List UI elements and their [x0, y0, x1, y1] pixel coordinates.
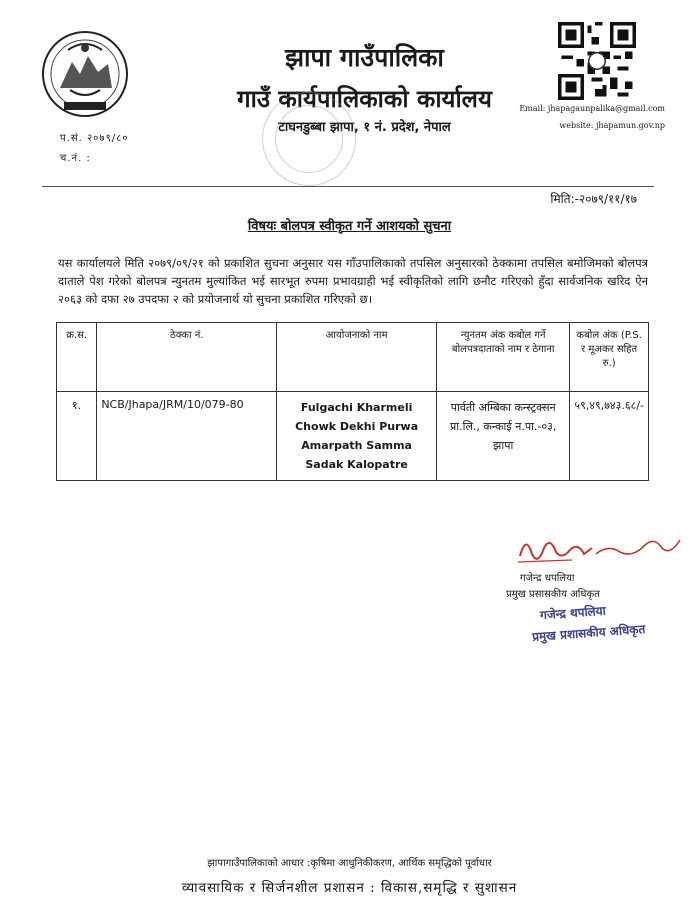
table-header-row [57, 323, 649, 392]
table-row [57, 392, 649, 481]
email-address[interactable]: Email: jhapagaunpalika@gmail.com [519, 104, 665, 113]
cell-amount: ५९,४९,७४३.६८/- [570, 392, 649, 481]
header-project: आयोजनाको नाम [277, 323, 437, 392]
header-sn: क्र.स. [57, 323, 97, 392]
handwritten-signature [512, 526, 687, 571]
header-bidder: न्युनतम अंक कबोल गर्ने बोलपत्रदाताको नाम र ठेगाना [437, 323, 570, 392]
cell-sn: १. [57, 392, 97, 481]
letter-date: मिति:-२०७९/११/१७ [550, 192, 637, 206]
cell-contract-no: NCB/Jhapa/JRM/10/079-80 [97, 392, 277, 481]
signatory-title: प्रमुख प्रसासकीय अधिकृत [506, 589, 600, 600]
reference-number: प.सं. २०७९/८० [60, 133, 129, 144]
dispatch-number: च.नं. : [60, 153, 91, 164]
qr-code-icon [558, 22, 636, 100]
website-address[interactable]: website: jhapamun.gov.np [559, 121, 665, 130]
footer-tagline: झापागाउँपालिकाको आधार :कृषिमा आधुनिकीकरण, आर्थिक समृद्धिको पूर्वाधार [207, 858, 492, 869]
header-contract-no: ठेक्का नं. [97, 323, 277, 392]
office-name: गाउँ कार्यपालिकाको कार्यालय [237, 85, 492, 113]
body-paragraph: यस कार्यालयले मिति २०७९/०९/२१ को प्रकाशित सुचना अनुसार यस गाँउपालिकाको तपसिल अनुसारको ठेक्कामा तपसिल बमोजिमको बोलपत्र दाताले पेश गरेको बोलपत्र न्युनतम मुल्यांकित भई सारभूत रुपमा प्रभावग्राही भई स्वीकृतिको लागि छनौट गरिएको हुँदा सार्वजनिक खरिद ऐन २०६३ को दफा २७ उपदफा २ को प्रयोजनार्थ यो सुचना प्रकाशित गरिएको छ। [58, 256, 648, 306]
stamp-signatory-title: प्रमुख प्रशासकीय अधिकृत [531, 622, 646, 644]
cell-project: Fulgachi Kharmeli Chowk Dekhi Purwa Amarpath Samma Sadak Kalopatre [277, 392, 437, 481]
stamp-signatory-name: गजेन्द्र थपलिया [539, 603, 607, 623]
signatory-name: गजेन्द्र थपलिया [520, 573, 575, 584]
header-amount: कबोल अंक (P.S. र मूअकर सहित रु.) [570, 323, 649, 392]
header-divider [42, 186, 654, 187]
cell-bidder: पार्वती अम्बिका कन्स्ट्रक्सन प्रा.लि., कन्काई न.पा.-०३, झापा [437, 392, 570, 481]
subject-line: विषयः बोलपत्र स्वीकृत गर्ने आशयको सुचना [247, 219, 452, 234]
office-seal-icon [262, 92, 356, 186]
footer-motto: व्यावसायिक र सिर्जनशील प्रशासन : विकास,समृद्धि र सुशासन [181, 880, 518, 896]
bid-table [56, 322, 649, 481]
office-address: टाघनडुब्बा झापा, १ नं. प्रदेश, नेपाल [278, 120, 451, 135]
organization-name: झापा गाउँपालिका [285, 43, 444, 72]
